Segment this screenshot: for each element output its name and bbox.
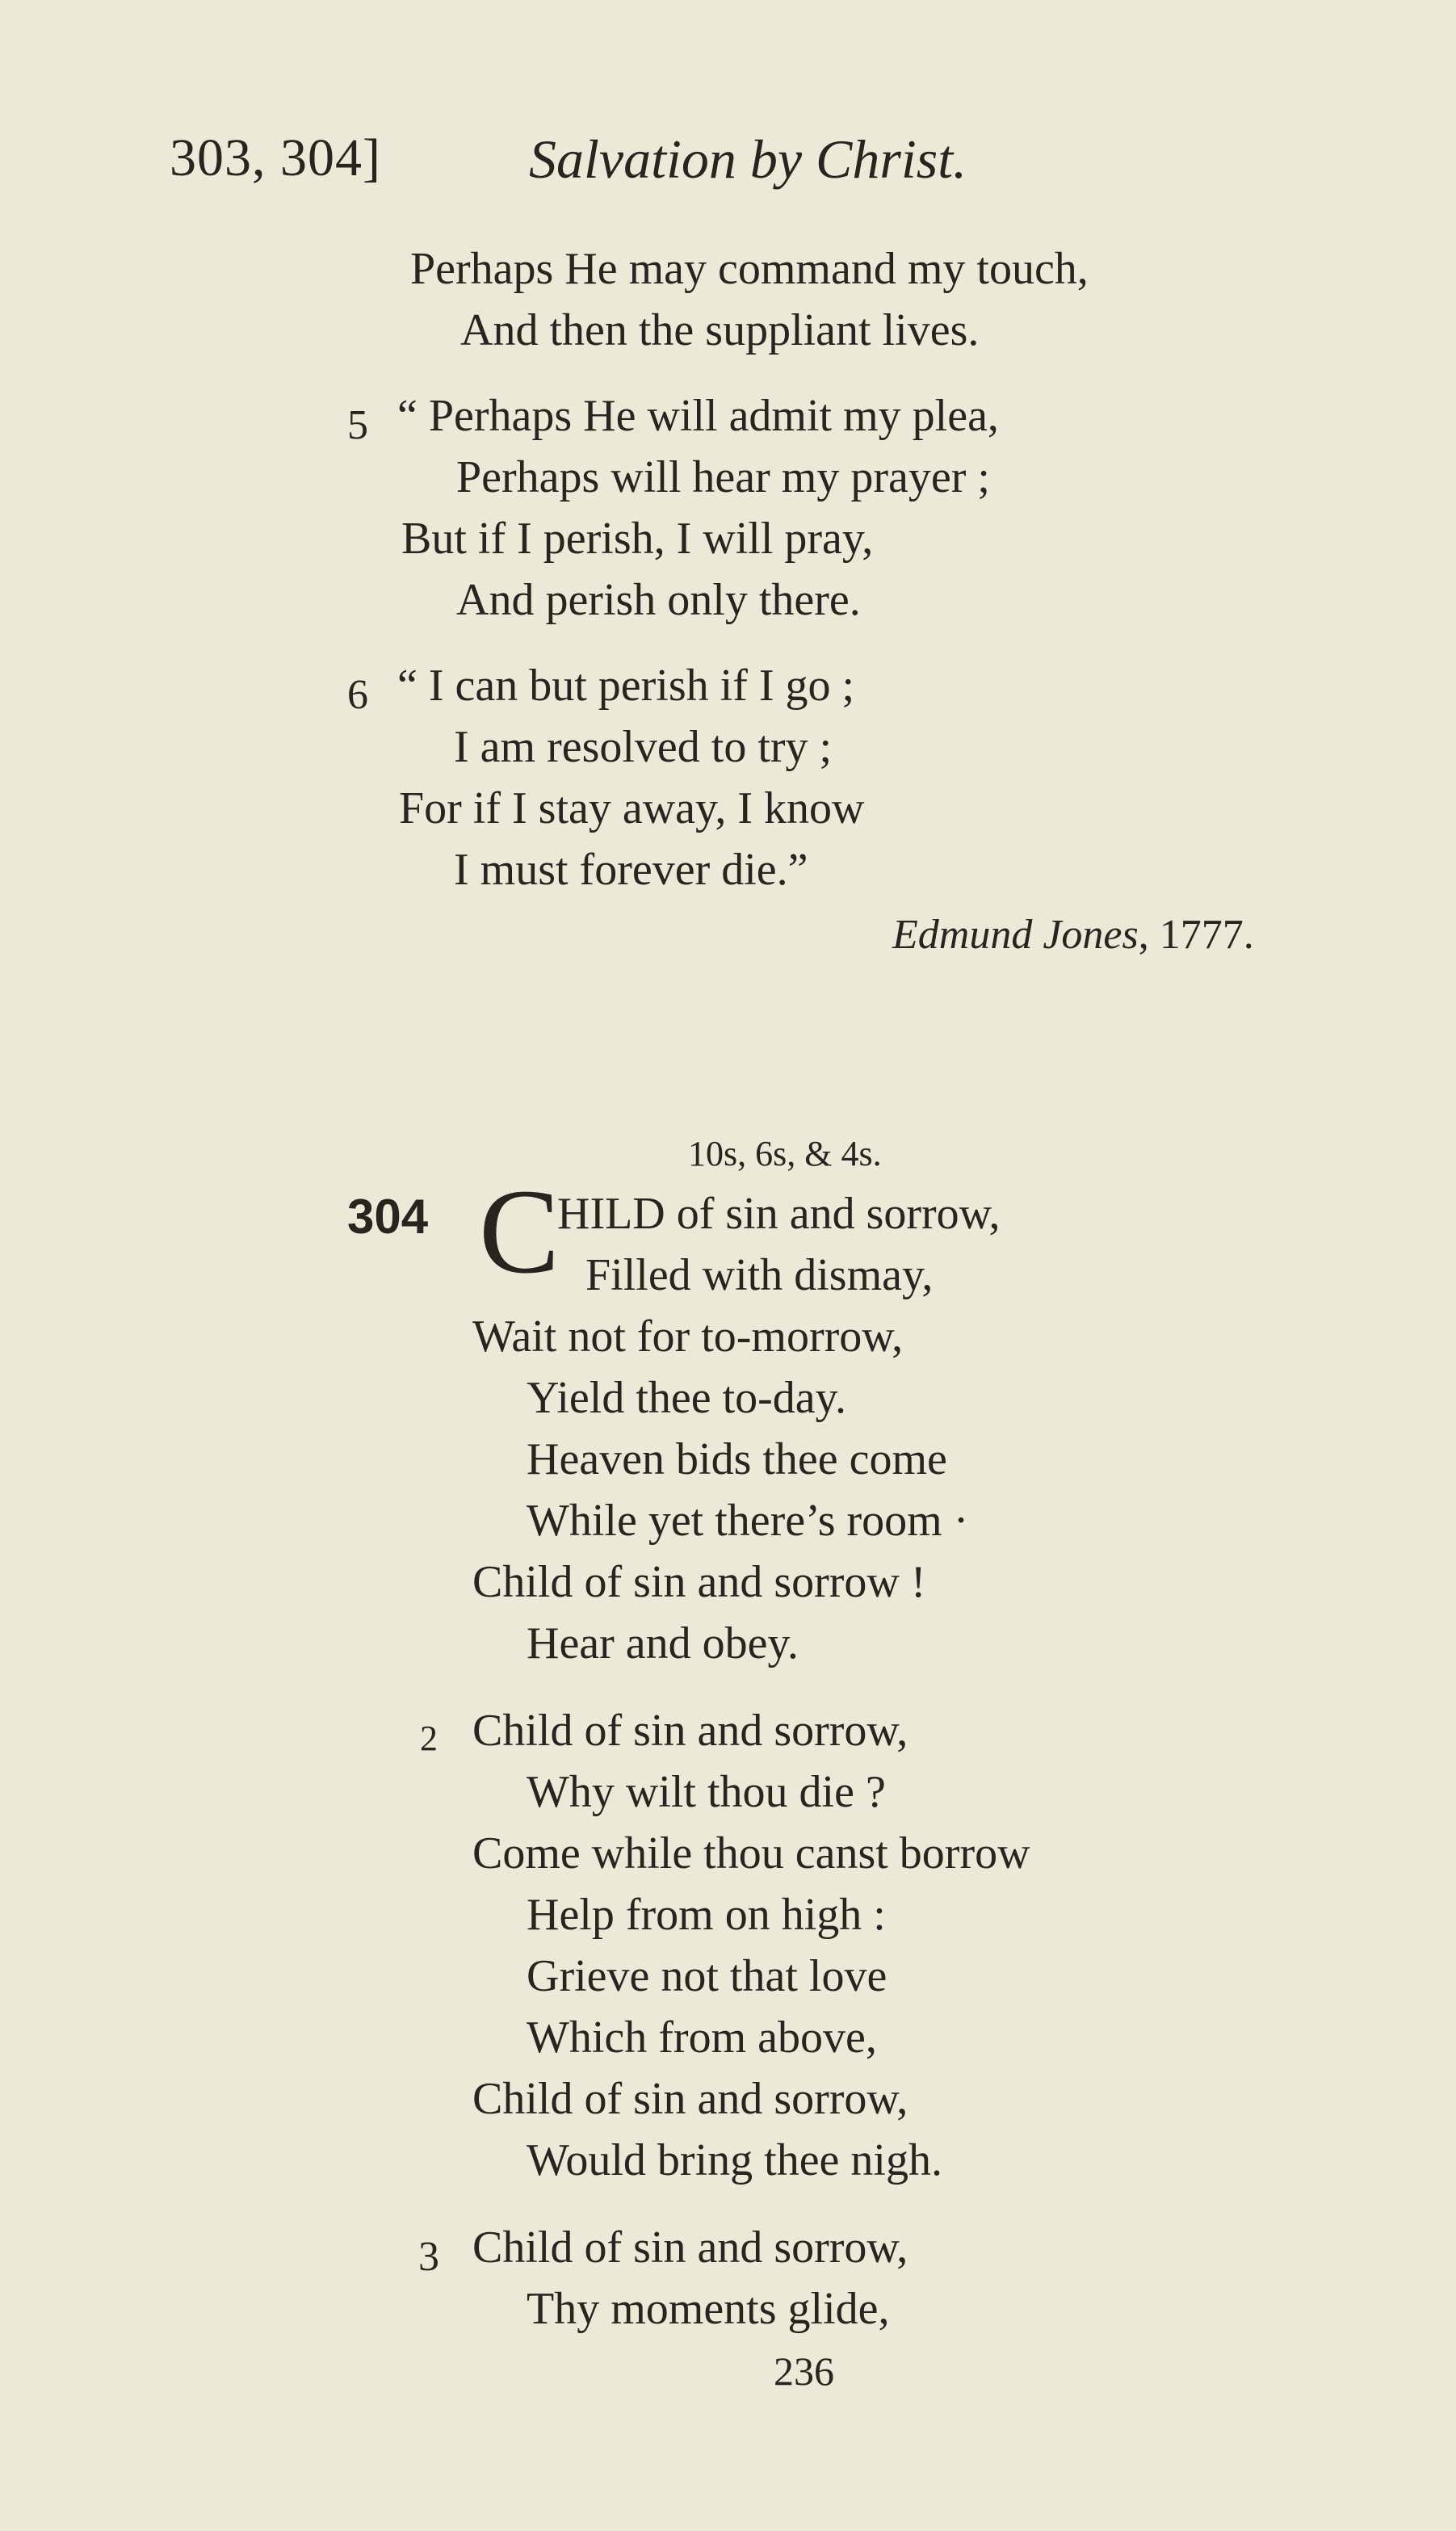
- verse-line: HILD of sin and sorrow,: [557, 1189, 1001, 1239]
- verse-line: Which from above,: [527, 2013, 877, 2063]
- verse-line: Child of sin and sorrow,: [472, 1706, 908, 1756]
- verse-line: Perhaps He may command my touch,: [410, 244, 1089, 294]
- verse-line: Child of sin and sorrow !: [472, 1557, 926, 1607]
- verse-line: For if I stay away, I know: [399, 783, 865, 833]
- verse-line: Why wilt thou die ?: [527, 1767, 886, 1817]
- verse-line: Heaven bids thee come: [527, 1434, 947, 1484]
- page-number: 236: [774, 2348, 834, 2394]
- verse-line: Wait not for to-morrow,: [472, 1312, 904, 1362]
- verse-line: Come while thou canst borrow: [472, 1828, 1030, 1878]
- verse-line: Would bring thee nigh.: [527, 2135, 942, 2185]
- verse-line: I am resolved to try ;: [454, 722, 833, 772]
- verse-number: 5: [347, 402, 368, 448]
- verse-line: Grieve not that love: [527, 1951, 887, 2001]
- verse-line: While yet there’s room ·: [527, 1496, 969, 1546]
- header-title: Salvation by Christ.: [529, 128, 967, 190]
- verse-line: Filled with dismay,: [585, 1250, 934, 1300]
- header-hymn-numbers: 303, 304]: [170, 128, 381, 187]
- verse-line: And perish only there.: [456, 575, 861, 625]
- verse-line: Child of sin and sorrow,: [472, 2222, 908, 2273]
- verse-number: 2: [420, 1719, 438, 1758]
- verse-line: Thy moments glide,: [527, 2284, 890, 2334]
- author-name: Edmund Jones: [892, 912, 1139, 958]
- verse-line: And then the suppliant lives.: [460, 305, 980, 355]
- verse-number: 6: [347, 672, 368, 718]
- drop-cap: C: [479, 1165, 560, 1299]
- verse-line: Help from on high :: [527, 1890, 886, 1940]
- verse-line: “ Perhaps He will admit my plea,: [397, 391, 999, 441]
- verse-line: Perhaps will hear my prayer ;: [456, 452, 990, 502]
- verse-line: “ I can but perish if I go ;: [397, 661, 855, 711]
- verse-line: Child of sin and sorrow,: [472, 2074, 908, 2124]
- verse-line: I must forever die.”: [454, 845, 808, 895]
- verse-line: But if I perish, I will pray,: [401, 514, 874, 564]
- hymn-number: 304: [347, 1190, 429, 1244]
- verse-line: Yield thee to-day.: [527, 1373, 847, 1423]
- verse-line: Hear and obey.: [527, 1618, 799, 1668]
- hymn-meter: 10s, 6s, & 4s.: [688, 1134, 882, 1173]
- author-attribution: [892, 911, 1254, 959]
- author-year: , 1777.: [1138, 912, 1254, 958]
- verse-number: 3: [418, 2234, 439, 2280]
